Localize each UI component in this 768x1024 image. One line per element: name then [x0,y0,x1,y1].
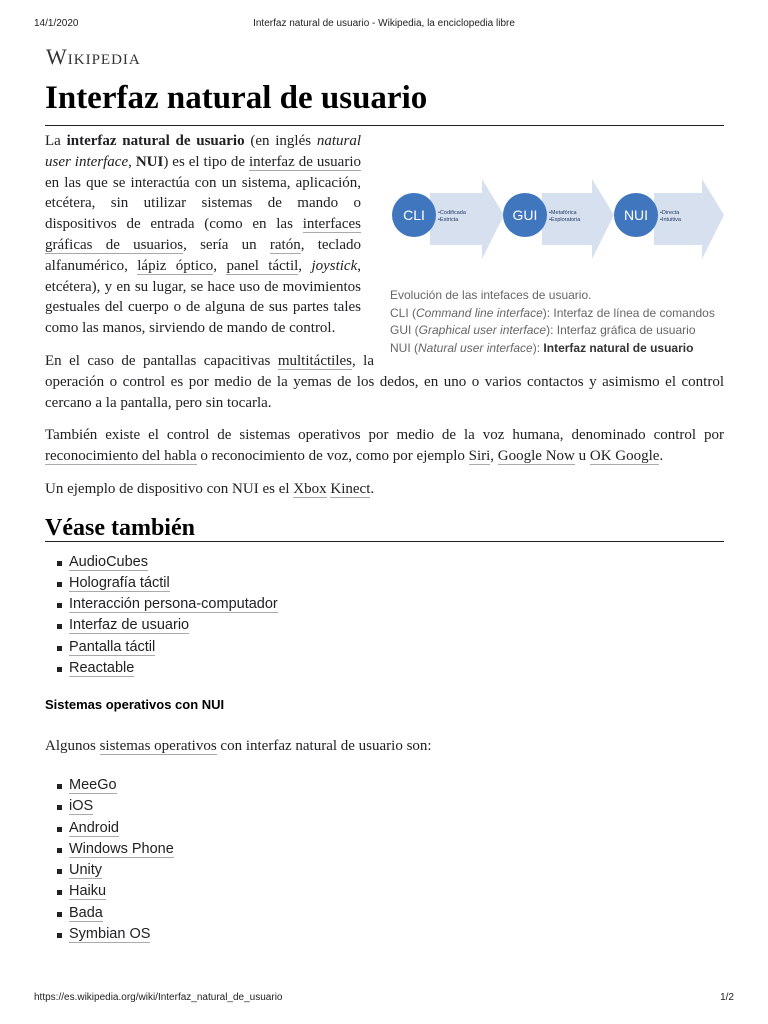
list-item [45,924,724,945]
stage-trait-cli-1: •Codificada [438,210,466,216]
caption-line: GUI (Graphical user interface): Interfaz gráfica de usuario [390,323,696,337]
link-interfaces-graficas[interactable]: interfaces gráficas de usuarios [45,216,361,253]
caption-line: Evolución de las intefaces de usuario. [390,288,592,302]
stage-trait-nui-2: •Intuitiva [660,217,681,223]
link-interfaz-de-usuario-2[interactable]: Interfaz de usuario [69,617,190,634]
stage-trait-gui-1: •Metafórica [549,210,577,216]
link-panel-tactil[interactable]: panel táctil [226,257,299,274]
see-also-list [45,552,724,680]
link-ios[interactable]: iOS [69,798,94,815]
os-list [45,775,724,945]
link-haiku[interactable]: Haiku [69,883,107,900]
link-xbox[interactable]: Xbox [293,480,327,497]
link-symbian-os[interactable]: Symbian OS [69,926,151,942]
list-item [45,658,724,679]
link-interfaz-de-usuario[interactable]: interfaz de usuario [248,153,361,170]
list-item [45,796,724,817]
stage-trait-cli-2: •Estricta [438,217,459,223]
caption-line: CLI (Command line interface): Interfaz de línea de comandos [390,305,715,320]
link-siri[interactable]: Siri [468,448,491,465]
link-sistemas-operativos[interactable]: sistemas operativos [99,738,217,755]
stage-label-gui: GUI [512,207,538,223]
article-content [45,131,724,945]
figure-caption [390,287,724,357]
link-windows-phone[interactable]: Windows Phone [69,840,174,857]
link-google-now[interactable]: Google Now [497,448,575,465]
paragraph-os-intro: Algunos sistemas operativos con interfaz natural de usuario son: [45,738,432,755]
link-android[interactable]: Android [69,819,119,836]
list-item [45,818,724,839]
link-meego[interactable]: MeeGo [69,776,117,793]
link-reconocimiento-del-habla[interactable]: reconocimiento del habla [45,448,197,465]
print-page-title: Interfaz natural de usuario - Wikipedia, la enciclopedia libre [253,18,515,29]
link-multitactiles[interactable]: multitáctiles [277,352,352,369]
link-audiocubes[interactable]: AudioCubes [69,553,148,570]
list-item [45,573,724,594]
stage-trait-gui-2: •Exploratoria [549,217,581,223]
link-kinect[interactable]: Kinect [330,480,371,497]
list-item [45,881,724,902]
print-footer [34,992,734,1006]
section-heading-see-also: Véase también [45,518,724,542]
link-lapiz-optico[interactable]: lápiz óptico [137,257,214,274]
stage-label-nui: NUI [623,207,649,223]
paragraph-voice-control: También existe el control de sistemas operativos por medio de la voz humana, denominado control por reconocimiento del habla o reconocimiento de voz, como por ejemplo Siri, Google Now u OK Google. [45,427,724,465]
list-item [45,775,724,796]
list-item [45,839,724,860]
page-title: Interfaz natural de usuario [45,80,428,116]
intro-paragraph: La interfaz natural de usuario (en inglés natural user interface, NUI) es el tipo de interfaz de usuario en las que se interactúa con un sistema, aplicación, etcétera, sin utilizar sistemas de mando o dispositivos de entrada (como en las interfaces gráficas de usuarios, sería un ratón, teclado alfanumérico, lápiz óptico, panel táctil, joystick, etcétera), y en su lugar, se hace uso de movimientos gestuales del cuerpo o de alguna de sus partes tales como las manos, sirviendo de mando de control. [45,133,362,337]
interface-evolution-diagram [390,159,724,287]
title-divider [45,125,724,126]
link-bada[interactable]: Bada [69,904,103,921]
subheading-os-nui: Sistemas operativos con NUI [45,697,225,713]
stage-trait-nui-1: •Directa [660,210,680,216]
list-item [45,552,724,573]
interface-evolution-figure [390,159,724,357]
wikipedia-wordmark[interactable]: Wikipedia [46,44,141,69]
link-ok-google[interactable]: OK Google [589,448,660,465]
paragraph-kinect: Un ejemplo de dispositivo con NUI es el Xbox Kinect. [45,480,375,497]
list-item [45,903,724,924]
list-item [45,615,724,636]
link-unity[interactable]: Unity [69,862,103,879]
paragraph-multitouch: En el caso de pantallas capacitivas multitáctiles, la operación o control es por medio de la yemas de los dedos, en uno o varios contactos y asimismo el control cercano a la pantalla, pero sin tocarla. [45,352,724,411]
link-holografia-tactil[interactable]: Holografía táctil [69,574,170,591]
link-pantalla-tactil[interactable]: Pantalla táctil [69,638,156,655]
link-raton[interactable]: ratón [269,236,301,253]
print-header [34,18,734,32]
link-interaccion-persona-computador[interactable]: Interacción persona-computador [69,596,278,613]
caption-line: NUI (Natural user interface): Interfaz natural de usuario [390,340,694,355]
stage-label-cli: CLI [403,207,425,223]
print-url: https://es.wikipedia.org/wiki/Interfaz_natural_de_usuario [34,992,283,1003]
list-item [45,637,724,658]
list-item [45,860,724,881]
print-page-number: 1/2 [720,992,734,1003]
print-date: 14/1/2020 [34,18,79,29]
link-reactable[interactable]: Reactable [69,660,135,677]
list-item [45,594,724,615]
